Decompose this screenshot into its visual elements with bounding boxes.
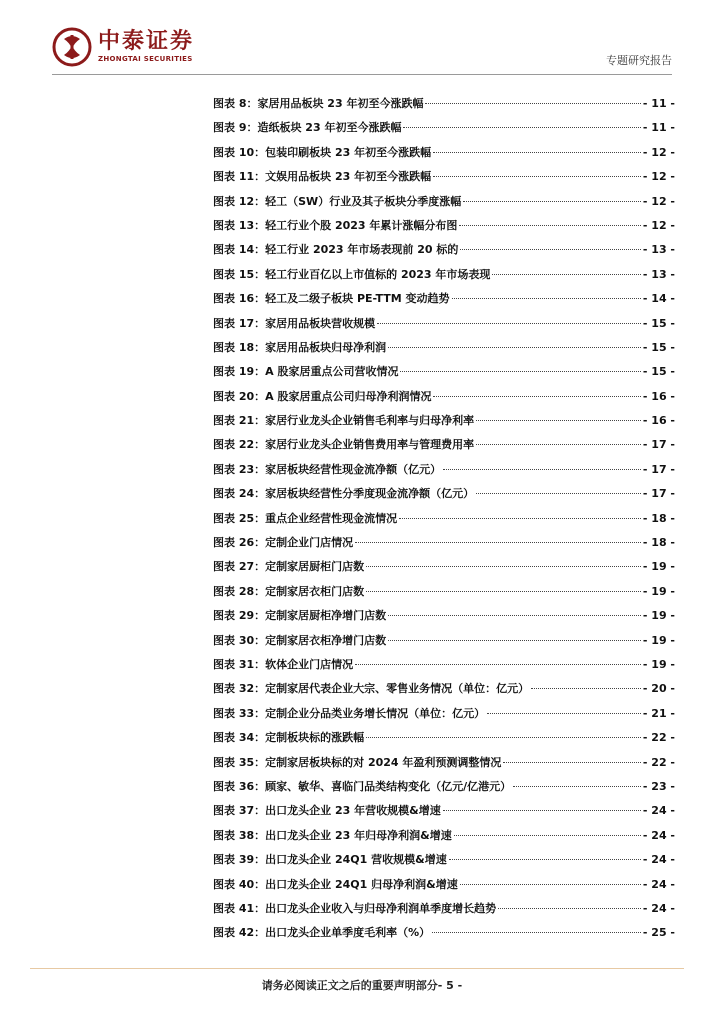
toc-entry-page: - 12 - bbox=[642, 170, 675, 184]
toc-entry-page: - 24 - bbox=[642, 901, 675, 915]
toc-entry-page: - 13 - bbox=[642, 243, 675, 257]
toc-entry-title: 图表 35：定制家居板块标的对 2024 年盈利预测调整情况 bbox=[213, 755, 502, 769]
toc-entry-page: - 12 - bbox=[642, 194, 675, 208]
toc-entry-title: 图表 14：轻工行业 2023 年市场表现前 20 标的 bbox=[213, 243, 459, 257]
toc-entry[interactable] bbox=[213, 775, 675, 799]
footer-divider bbox=[30, 968, 684, 969]
toc-entry[interactable] bbox=[213, 190, 675, 214]
toc-entry[interactable] bbox=[213, 336, 675, 360]
toc-entry[interactable] bbox=[213, 848, 675, 872]
toc-dot-leader bbox=[388, 615, 641, 616]
toc-entry[interactable] bbox=[213, 531, 675, 555]
toc-dot-leader bbox=[476, 420, 641, 421]
page-header bbox=[0, 0, 724, 80]
toc-dot-leader bbox=[433, 396, 640, 397]
toc-entry[interactable] bbox=[213, 726, 675, 750]
toc-entry-title: 图表 19：A 股家居重点公司营收情况 bbox=[213, 365, 399, 379]
toc-dot-leader bbox=[425, 103, 640, 104]
report-type-label: 专题研究报告 bbox=[606, 54, 672, 67]
toc-entry-page: - 13 - bbox=[642, 267, 675, 281]
toc-dot-leader bbox=[366, 566, 641, 567]
toc-entry-page: - 25 - bbox=[642, 926, 675, 940]
toc-entry-title: 图表 38：出口龙头企业 23 年归母净利润&增速 bbox=[213, 828, 452, 842]
toc-entry[interactable] bbox=[213, 409, 675, 433]
toc-entry[interactable] bbox=[213, 580, 675, 604]
toc-entry-title: 图表 32：定制家居代表企业大宗、零售业务情况（单位：亿元） bbox=[213, 682, 530, 696]
toc-dot-leader bbox=[433, 176, 641, 177]
toc-entry[interactable] bbox=[213, 263, 675, 287]
toc-dot-leader bbox=[460, 884, 641, 885]
toc-entry-title: 图表 21：家居行业龙头企业销售毛利率与归母净利率 bbox=[213, 414, 475, 428]
toc-entry-title: 图表 36：顾家、敏华、喜临门品类结构变化（亿元/亿港元） bbox=[213, 779, 512, 793]
toc-entry-page: - 22 - bbox=[642, 755, 675, 769]
footer-disclaimer: 请务必阅读正文之后的重要声明部分 bbox=[261, 979, 438, 992]
toc-entry-title: 图表 22：家居行业龙头企业销售费用率与管理费用率 bbox=[213, 438, 475, 452]
logo-chinese-name: 中泰证券 bbox=[98, 29, 195, 54]
toc-entry[interactable] bbox=[213, 629, 675, 653]
toc-dot-leader bbox=[498, 908, 641, 909]
toc-dot-leader bbox=[400, 371, 640, 372]
toc-entry-title: 图表 20：A 股家居重点公司归母净利润情况 bbox=[213, 389, 432, 403]
toc-entry-page: - 19 - bbox=[642, 560, 675, 574]
toc-entry[interactable] bbox=[213, 677, 675, 701]
zhongtai-logo-icon bbox=[52, 27, 92, 67]
toc-entry[interactable] bbox=[213, 873, 675, 897]
toc-entry-page: - 14 - bbox=[642, 292, 675, 306]
toc-entry-page: - 23 - bbox=[642, 779, 675, 793]
toc-entry[interactable] bbox=[213, 287, 675, 311]
toc-dot-leader bbox=[443, 469, 641, 470]
toc-entry[interactable] bbox=[213, 360, 675, 384]
toc-entry-page: - 24 - bbox=[642, 804, 675, 818]
toc-entry-title: 图表 9：造纸板块 23 年初至今涨跌幅 bbox=[213, 121, 402, 135]
toc-entry-title: 图表 41：出口龙头企业收入与归母净利润单季度增长趋势 bbox=[213, 901, 497, 915]
toc-dot-leader bbox=[487, 713, 641, 714]
toc-dot-leader bbox=[366, 591, 641, 592]
toc-entry-page: - 19 - bbox=[642, 584, 675, 598]
toc-entry-title: 图表 42：出口龙头企业单季度毛利率（%） bbox=[213, 926, 431, 940]
toc-dot-leader bbox=[355, 542, 641, 543]
toc-entry-page: - 24 - bbox=[642, 828, 675, 842]
toc-entry-page: - 21 - bbox=[642, 706, 675, 720]
toc-entry-title: 图表 31：软体企业门店情况 bbox=[213, 657, 354, 671]
toc-entry-title: 图表 29：定制家居厨柜净增门店数 bbox=[213, 609, 387, 623]
toc-dot-leader bbox=[452, 298, 641, 299]
toc-entry[interactable] bbox=[213, 921, 675, 945]
toc-entry[interactable] bbox=[213, 702, 675, 726]
toc-entry-page: - 16 - bbox=[642, 389, 675, 403]
toc-entry-title: 图表 39：出口龙头企业 24Q1 营收规模&增速 bbox=[213, 853, 447, 867]
toc-entry[interactable] bbox=[213, 238, 675, 262]
toc-entry-page: - 19 - bbox=[642, 609, 675, 623]
toc-dot-leader bbox=[463, 201, 641, 202]
toc-entry-page: - 12 - bbox=[642, 145, 675, 159]
logo-english-name: ZHONGTAI SECURITIES bbox=[98, 55, 193, 63]
toc-dot-leader bbox=[388, 640, 641, 641]
header-divider bbox=[52, 74, 672, 75]
toc-dot-leader bbox=[531, 688, 641, 689]
toc-entry[interactable] bbox=[213, 751, 675, 775]
toc-entry[interactable] bbox=[213, 312, 675, 336]
toc-entry-title: 图表 12：轻工（SW）行业及其子板块分季度涨幅 bbox=[213, 194, 462, 208]
toc-entry-page: - 18 - bbox=[642, 511, 675, 525]
toc-entry-title: 图表 28：定制家居衣柜门店数 bbox=[213, 584, 365, 598]
toc-dot-leader bbox=[476, 444, 641, 445]
toc-entry-title: 图表 24：家居板块经营性分季度现金流净额（亿元） bbox=[213, 487, 475, 501]
toc-entry-page: - 24 - bbox=[642, 853, 675, 867]
toc-entry-title: 图表 10：包装印刷板块 23 年初至今涨跌幅 bbox=[213, 145, 432, 159]
toc-entry-page: - 22 - bbox=[642, 731, 675, 745]
toc-entry-page: - 19 - bbox=[642, 633, 675, 647]
toc-dot-leader bbox=[443, 810, 641, 811]
toc-entry-page: - 16 - bbox=[642, 414, 675, 428]
toc-entry[interactable] bbox=[213, 385, 675, 409]
toc-entry[interactable] bbox=[213, 116, 675, 140]
toc-entry[interactable] bbox=[213, 92, 675, 116]
toc-dot-leader bbox=[433, 152, 641, 153]
toc-entry[interactable] bbox=[213, 458, 675, 482]
toc-dot-leader bbox=[377, 323, 641, 324]
toc-entry[interactable] bbox=[213, 507, 675, 531]
toc-entry-page: - 24 - bbox=[642, 877, 675, 891]
toc-dot-leader bbox=[476, 493, 641, 494]
toc-entry-title: 图表 23：家居板块经营性现金流净额（亿元） bbox=[213, 462, 442, 476]
toc-dot-leader bbox=[513, 786, 641, 787]
toc-entry-page: - 11 - bbox=[642, 121, 675, 135]
toc-entry[interactable] bbox=[213, 482, 675, 506]
toc-entry-title: 图表 27：定制家居厨柜门店数 bbox=[213, 560, 365, 574]
toc-entry-page: - 17 - bbox=[642, 487, 675, 501]
toc-entry-page: - 12 - bbox=[642, 218, 675, 232]
toc-dot-leader bbox=[454, 835, 641, 836]
toc-dot-leader bbox=[399, 518, 641, 519]
toc-entry-page: - 11 - bbox=[642, 97, 675, 110]
toc-entry[interactable] bbox=[213, 653, 675, 677]
toc-entry[interactable] bbox=[213, 141, 675, 165]
toc-entry-page: - 18 - bbox=[642, 536, 675, 550]
toc-dot-leader bbox=[403, 127, 640, 128]
toc-entry-title: 图表 33：定制企业分品类业务增长情况（单位：亿元） bbox=[213, 706, 486, 720]
toc-entry[interactable] bbox=[213, 165, 675, 189]
page-footer bbox=[0, 977, 724, 993]
toc-dot-leader bbox=[449, 859, 641, 860]
toc-entry-page: - 15 - bbox=[642, 316, 675, 330]
toc-entry-page: - 15 - bbox=[642, 365, 675, 379]
toc-dot-leader bbox=[432, 932, 641, 933]
toc-dot-leader bbox=[366, 737, 641, 738]
toc-dot-leader bbox=[492, 274, 640, 275]
toc-entry-title: 图表 30：定制家居衣柜净增门店数 bbox=[213, 633, 387, 647]
toc-entry-title: 图表 18：家居用品板块归母净利润 bbox=[213, 340, 387, 354]
toc-entry-title: 图表 11：文娱用品板块 23 年初至今涨跌幅 bbox=[213, 170, 432, 184]
toc-entry-title: 图表 26：定制企业门店情况 bbox=[213, 536, 354, 550]
toc-entry-page: - 17 - bbox=[642, 438, 675, 452]
toc-dot-leader bbox=[388, 347, 641, 348]
company-logo bbox=[52, 27, 194, 67]
toc-entry[interactable] bbox=[213, 433, 675, 457]
toc-entry-page: - 17 - bbox=[642, 462, 675, 476]
toc-entry-page: - 15 - bbox=[642, 340, 675, 354]
toc-entry-title: 图表 16：轻工及二级子板块 PE-TTM 变动趋势 bbox=[213, 292, 450, 306]
toc-entry[interactable] bbox=[213, 604, 675, 628]
toc-entry-title: 图表 15：轻工行业百亿以上市值标的 2023 年市场表现 bbox=[213, 267, 491, 281]
toc-dot-leader bbox=[503, 762, 640, 763]
toc-entry[interactable] bbox=[213, 824, 675, 848]
toc-entry-title: 图表 8：家居用品板块 23 年初至今涨跌幅 bbox=[213, 97, 424, 110]
toc-entry-title: 图表 40：出口龙头企业 24Q1 归母净利润&增速 bbox=[213, 877, 458, 891]
toc-entry[interactable] bbox=[213, 897, 675, 921]
toc-dot-leader bbox=[460, 249, 641, 250]
footer-page-number: - 5 - bbox=[437, 979, 463, 992]
toc-dot-leader bbox=[355, 664, 641, 665]
toc-entry-page: - 19 - bbox=[642, 657, 675, 671]
toc-dot-leader bbox=[459, 225, 640, 226]
toc-entry-title: 图表 34：定制板块标的涨跌幅 bbox=[213, 731, 365, 745]
toc-entry[interactable] bbox=[213, 799, 675, 823]
toc-entry-title: 图表 17：家居用品板块营收规模 bbox=[213, 316, 376, 330]
toc-entry[interactable] bbox=[213, 555, 675, 579]
toc-entry-page: - 20 - bbox=[642, 682, 675, 696]
toc-entry-title: 图表 13：轻工行业个股 2023 年累计涨幅分布图 bbox=[213, 218, 458, 232]
table-of-figures bbox=[213, 92, 675, 946]
toc-entry[interactable] bbox=[213, 214, 675, 238]
toc-entry-title: 图表 25：重点企业经营性现金流情况 bbox=[213, 511, 398, 525]
toc-entry-title: 图表 37：出口龙头企业 23 年营收规模&增速 bbox=[213, 804, 441, 818]
